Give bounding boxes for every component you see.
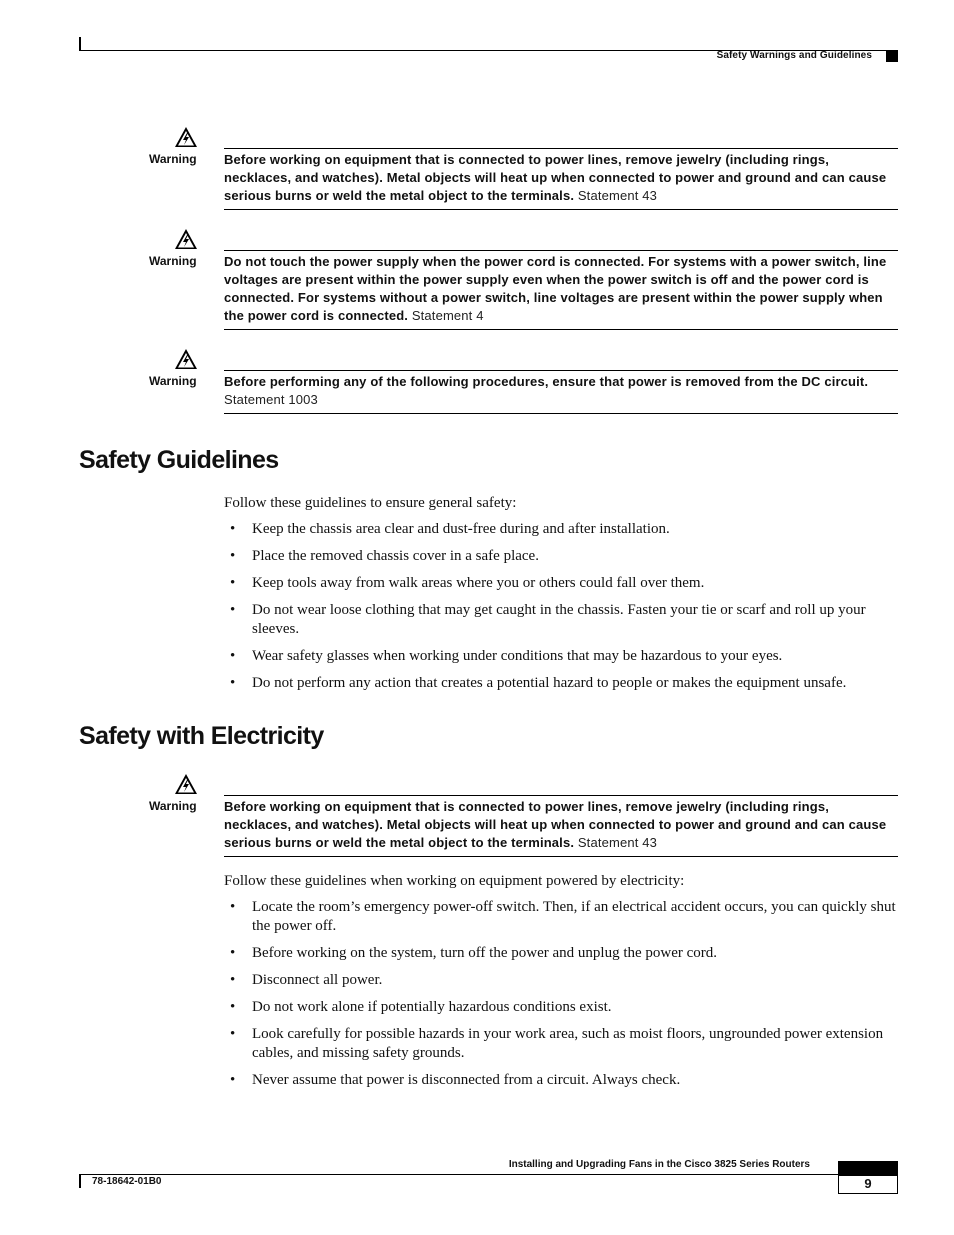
warning-box: [224, 795, 898, 857]
list-item: [224, 998, 898, 1017]
list-item: [224, 898, 898, 936]
bullet-glyph: •: [230, 575, 236, 591]
bullet-glyph: •: [230, 1026, 236, 1042]
warning-label: Warning: [149, 374, 197, 388]
warning-text: [224, 151, 898, 205]
list-item: [224, 944, 898, 963]
warning-text: [224, 798, 898, 852]
warning-triangle-icon: [174, 773, 198, 795]
footer-corner-mark: [79, 1174, 81, 1188]
warning-statement: Statement 1003: [224, 392, 318, 407]
bullet-glyph: •: [230, 675, 236, 691]
list-item-text: Keep the chassis area clear and dust-free during and after installation.: [252, 521, 670, 537]
bullet-glyph: •: [230, 899, 236, 915]
list-item: [224, 647, 898, 666]
list-item-text: Locate the room’s emergency power-off switch. Then, if an electrical accident occurs, you can quickly shut the power off.: [252, 899, 896, 934]
list-item-text: Do not wear loose clothing that may get caught in the chassis. Fasten your tie or scarf and roll up your sleeves.: [252, 602, 866, 637]
safety-guidelines-list: [224, 520, 898, 701]
list-item: [224, 547, 898, 566]
footer-rule: [79, 1174, 838, 1175]
list-item: [224, 971, 898, 990]
warning-bold-text: Do not touch the power supply when the power cord is connected. For systems with a power switch, line voltages are present within the power supply even when the power switch is off and the power cord is connected. For systems without a power switch, line voltages are present within the power supply when the power cord is connected.: [224, 254, 887, 323]
list-item-text: Keep tools away from walk areas where you or others could fall over them.: [252, 575, 705, 591]
list-item: [224, 601, 898, 639]
warning-text: [224, 253, 898, 325]
list-item-text: Never assume that power is disconnected from a circuit. Always check.: [252, 1072, 681, 1088]
header-corner-mark: [79, 37, 81, 51]
safety-guidelines-intro: Follow these guidelines to ensure general safety:: [224, 495, 517, 511]
warning-text: [224, 373, 898, 409]
list-item-text: Do not perform any action that creates a potential hazard to people or makes the equipment unsafe.: [252, 675, 847, 691]
bullet-glyph: •: [230, 521, 236, 537]
list-item: [224, 520, 898, 539]
warning-bold-text: Before performing any of the following procedures, ensure that power is removed from the DC circuit.: [224, 374, 869, 389]
safety-electricity-intro: Follow these guidelines when working on equipment powered by electricity:: [224, 873, 685, 889]
bullet-glyph: •: [230, 648, 236, 664]
list-item-text: Look carefully for possible hazards in your work area, such as moist floors, ungrounded power extension cables, and missing safety grounds.: [252, 1026, 884, 1061]
warning-label: Warning: [149, 152, 197, 166]
running-footer-title: Installing and Upgrading Fans in the Cisco 3825 Series Routers: [508, 1159, 810, 1170]
warning-box: [224, 148, 898, 210]
section-heading-safety-with-electricity: Safety with Electricity: [79, 722, 324, 750]
warning-statement: Statement 4: [411, 308, 484, 323]
bullet-glyph: •: [230, 548, 236, 564]
safety-electricity-list: [224, 898, 898, 1098]
warning-triangle-icon: [174, 348, 198, 370]
warning-bold-text: Before working on equipment that is connected to power lines, remove jewelry (including rings, necklaces, and watches). Metal objects will heat up when connected to power and ground and can cause serious burns or weld the metal object to the terminals.: [224, 799, 887, 850]
warning-triangle-icon: [174, 126, 198, 148]
bullet-glyph: •: [230, 1072, 236, 1088]
bullet-glyph: •: [230, 602, 236, 618]
document-number: 78-18642-01B0: [92, 1176, 162, 1187]
list-item-text: Wear safety glasses when working under conditions that may be hazardous to your eyes.: [252, 648, 783, 664]
section-heading-safety-guidelines: Safety Guidelines: [79, 446, 279, 474]
warning-label: Warning: [149, 799, 197, 813]
warning-box: [224, 250, 898, 330]
list-item-text: Do not work alone if potentially hazardous conditions exist.: [252, 999, 612, 1015]
warning-triangle-icon: [174, 228, 198, 250]
warning-statement: Statement 43: [577, 835, 657, 850]
list-item: [224, 574, 898, 593]
list-item-text: Before working on the system, turn off the power and unplug the power cord.: [252, 945, 718, 961]
bullet-glyph: •: [230, 999, 236, 1015]
list-item-text: Place the removed chassis cover in a safe place.: [252, 548, 539, 564]
header-block-mark: [886, 51, 898, 62]
list-item: [224, 1025, 898, 1063]
warning-bold-text: Before working on equipment that is connected to power lines, remove jewelry (including rings, necklaces, and watches). Metal objects will heat up when connected to power and ground and can cause serious burns or weld the metal object to the terminals.: [224, 152, 887, 203]
bullet-glyph: •: [230, 945, 236, 961]
warning-statement: Statement 43: [577, 188, 657, 203]
running-header-title: Safety Warnings and Guidelines: [716, 50, 872, 61]
list-item: [224, 1071, 898, 1090]
bullet-glyph: •: [230, 972, 236, 988]
page-number: 9: [864, 1176, 872, 1191]
list-item-text: Disconnect all power.: [252, 972, 383, 988]
warning-box: [224, 370, 898, 414]
warning-label: Warning: [149, 254, 197, 268]
list-item: [224, 674, 898, 693]
